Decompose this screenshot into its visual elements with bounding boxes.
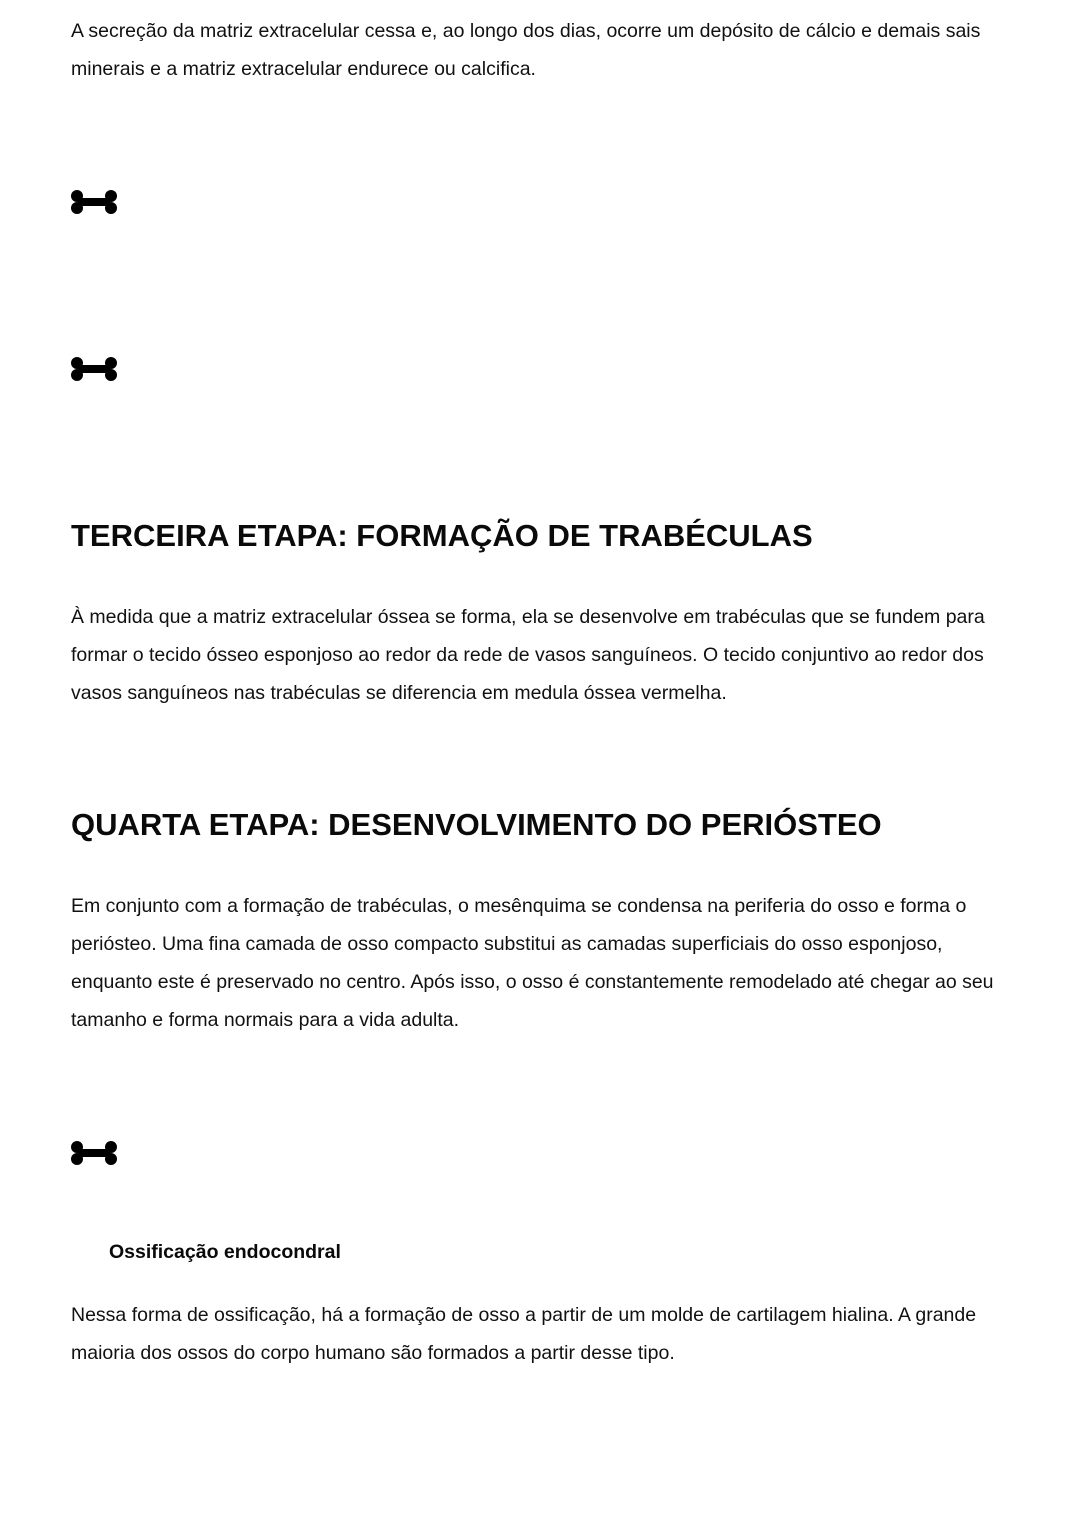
bone-icon <box>70 356 118 382</box>
heading-fourth-stage: QUARTA ETAPA: DESENVOLVIMENTO DO PERIÓSTEO <box>71 807 882 842</box>
bone-icon-svg <box>70 1140 118 1166</box>
paragraph-trabeculae: À medida que a matriz extracelular óssea se forma, ela se desenvolve em trabéculas que se fundem para formar o tecido ósseo esponjoso ao redor da rede de vasos sanguíneos. O tecido conjuntivo ao redor dos vasos sanguíneos nas trabéculas se diferencia em medula óssea vermelha. <box>71 606 985 704</box>
paragraph-calcification: A secreção da matriz extracelular cessa e, ao longo dos dias, ocorre um depósito de cálcio e demais sais minerais e a matriz extracelular endurece ou calcifica. <box>71 20 981 80</box>
subheading-endochondral: Ossificação endocondral <box>109 1241 341 1263</box>
paragraph-periosteum: Em conjunto com a formação de trabéculas, o mesênquima se condensa na periferia do osso e forma o periósteo. Uma fina camada de osso compacto substitui as camadas superficiais do osso esponjoso, enquanto este é preservado no centro. Após isso, o osso é constantemente remodelado até chegar ao seu tamanho e forma normais para a vida adulta. <box>71 895 994 1031</box>
bone-icon <box>70 1140 118 1166</box>
bone-icon <box>70 189 118 215</box>
bone-icon-svg <box>70 356 118 382</box>
heading-third-stage: TERCEIRA ETAPA: FORMAÇÃO DE TRABÉCULAS <box>71 518 813 553</box>
paragraph-endochondral: Nessa forma de ossificação, há a formação de osso a partir de um molde de cartilagem hialina. A grande maioria dos ossos do corpo humano são formados a partir desse tipo. <box>71 1304 977 1364</box>
bone-icon-svg <box>70 189 118 215</box>
